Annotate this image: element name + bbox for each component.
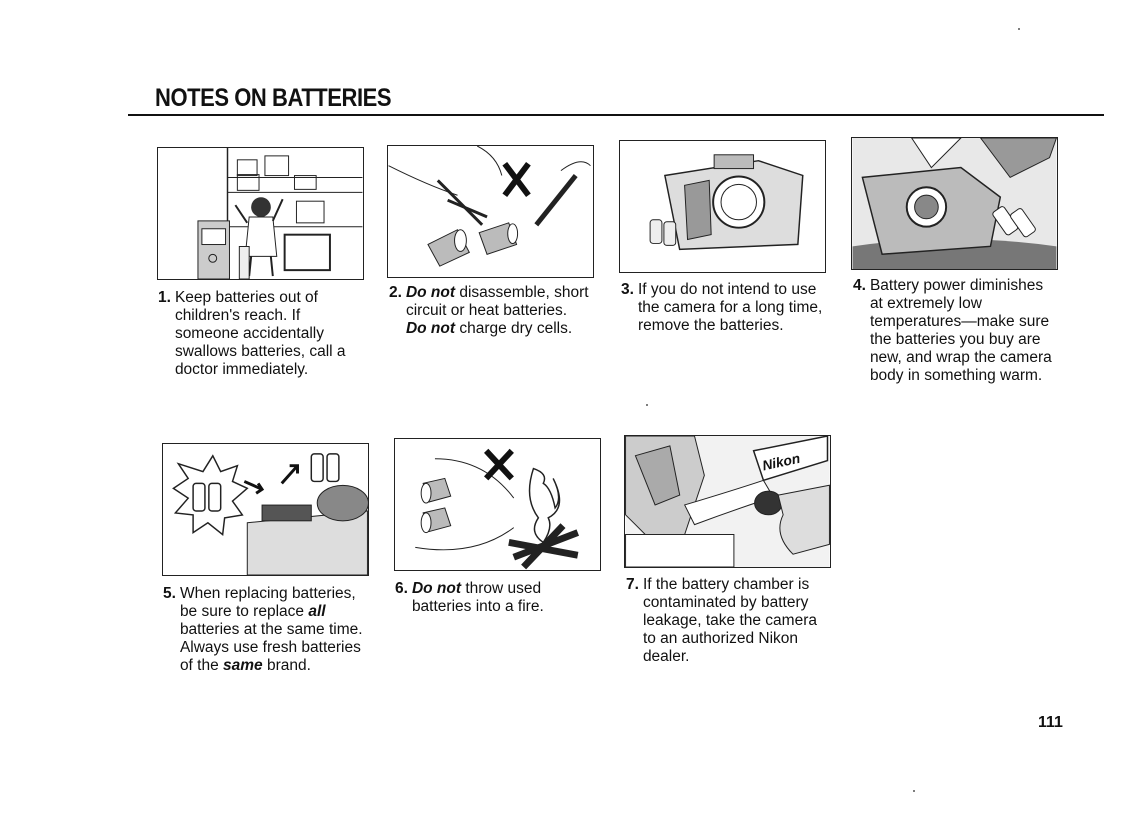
scan-speck (913, 790, 915, 792)
note-emphasis: Do not (405, 320, 456, 337)
note-row (158, 289, 383, 379)
illustration-children-reach (157, 147, 364, 280)
note-text (643, 576, 817, 666)
illustration-fire (394, 438, 601, 571)
note-row (395, 580, 620, 616)
illustration-cold-weather (851, 137, 1058, 270)
note-row (621, 281, 846, 335)
note-emphasis: same (223, 657, 263, 674)
note-text (870, 277, 1052, 385)
note-text (175, 289, 346, 379)
note-segment: throw used batteries into a fire. (411, 580, 544, 615)
title-rule (128, 114, 1104, 116)
note-number: 6. (395, 580, 408, 597)
note-text (638, 281, 822, 335)
note-segment: disassemble, short circuit or heat batteries. (405, 284, 589, 319)
note-row (389, 284, 614, 338)
note-segment: Battery power diminishes at extremely low temperatures—make sure the batteries you buy are new, and wrap the camera body in something warm. (869, 277, 1052, 384)
illustration-disassemble (387, 145, 594, 278)
note-segment: If the battery chamber is contaminated by battery leakage, take the camera to an authorized Nikon dealer. (642, 576, 817, 665)
note-number: 3. (621, 281, 634, 298)
nikon-logo: Nikon (760, 450, 802, 474)
note-emphasis: all (308, 603, 326, 620)
note-row (853, 277, 1078, 385)
note-segment: charge dry cells. (455, 320, 573, 337)
note-number: 4. (853, 277, 866, 294)
note-number: 2. (389, 284, 402, 301)
illustration-nikon-dealer (624, 435, 831, 568)
illustration-remove-batteries (619, 140, 826, 273)
note-1 (158, 289, 383, 379)
note-text (180, 585, 363, 675)
page-number: 111 (1038, 714, 1063, 731)
note-text (406, 284, 589, 338)
note-segment: If you do not intend to use the camera for a long time, remove the batteries. (637, 281, 823, 334)
note-segment: batteries at the same time. Always use fresh batteries of the (179, 621, 363, 674)
scan-speck (1018, 28, 1020, 30)
note-emphasis: Do not (405, 284, 456, 301)
note-segment: brand. (262, 657, 311, 674)
note-5 (163, 585, 388, 675)
note-3 (621, 281, 846, 335)
note-7 (626, 576, 851, 666)
note-emphasis: Do not (411, 580, 462, 597)
note-4 (853, 277, 1078, 385)
illustration-replace-all (162, 443, 369, 576)
note-segment: Keep batteries out of children's reach. If someone accidentally swallows batteries, call a doctor immediately. (174, 289, 346, 378)
note-row (163, 585, 388, 675)
note-6 (395, 580, 620, 616)
note-text (412, 580, 544, 616)
note-number: 1. (158, 289, 171, 306)
note-row (626, 576, 851, 666)
note-2 (389, 284, 614, 338)
scan-speck (646, 404, 648, 406)
note-segment: When replacing batteries, be sure to replace (179, 585, 356, 620)
page-title: NOTES ON BATTERIES (155, 84, 392, 112)
note-number: 7. (626, 576, 639, 593)
note-number: 5. (163, 585, 176, 602)
